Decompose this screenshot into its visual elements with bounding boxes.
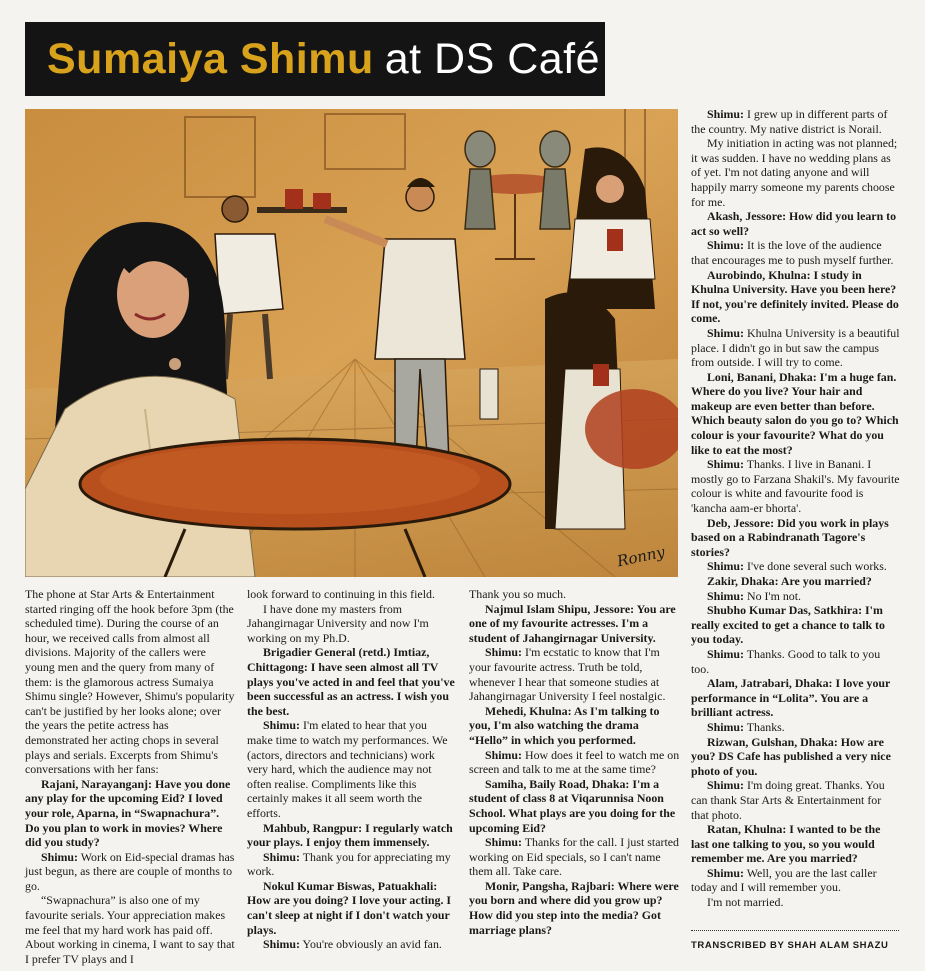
answer-text: I'm elated to hear that you make time to watch my performances. We (actors, directors and technicians) work very hard, which the audience may not often realise. Compliments like this certainly makes it all seem worth the efforts. xyxy=(247,718,448,820)
article-column-1 xyxy=(25,587,235,966)
speaker-text: Shimu: xyxy=(707,588,745,603)
speaker-text: Shimu: xyxy=(263,937,301,952)
speaker-text: Shimu: xyxy=(707,325,745,340)
speaker-text: Deb, Jessore: Did you work in plays based on a Rabindranath Tagore's stories? xyxy=(691,515,889,559)
article-paragraph xyxy=(25,893,235,966)
cafe-illustration xyxy=(25,109,678,577)
article-paragraph xyxy=(469,835,680,879)
article-paragraph xyxy=(247,821,455,850)
answer-text: look forward to continuing in this field. xyxy=(247,587,435,601)
speaker-text: Shimu: xyxy=(263,849,301,864)
speaker-text: Brigadier General (retd.) Imtiaz, Chittagong: I have seen almost all TV plays you've acted in and feel that you've been successful as an actress. I wish you the best. xyxy=(247,645,455,718)
answer-text: “Swapnachura” is also one of my favourite serials. Your appreciation makes me feel that my hard work has paid off. About working in cinema, I want to say that I prefer TV plays and I xyxy=(25,893,235,966)
article-paragraph xyxy=(25,777,235,850)
credit-line: TRANSCRIBED BY SHAH ALAM SHAZU xyxy=(691,940,889,951)
article-paragraph xyxy=(469,645,680,703)
speaker-text: Mahbub, Rangpur: I regularly watch your plays. I enjoy them immensely. xyxy=(247,820,453,850)
article-paragraph xyxy=(691,268,901,326)
article-paragraph xyxy=(25,587,235,777)
article-paragraph xyxy=(691,895,901,910)
speaker-text: Shimu: xyxy=(707,457,745,472)
article-paragraph xyxy=(247,587,455,602)
answer-text: My initiation in acting was not planned; it was sudden. I have no wedding plans as of yet. I'm not dating anyone and will happily marry someone my parents choose for me. xyxy=(691,136,898,209)
answer-text: I have done my masters from Jahangirnagar University and now I'm working on my Ph.D. xyxy=(247,601,429,645)
article-paragraph xyxy=(247,645,455,718)
article-paragraph xyxy=(691,647,901,676)
speaker-text: Samiha, Baily Road, Dhaka: I'm a student of class 8 at Viqarunnisa Noon School. What plays are you doing for the upcoming Eid? xyxy=(469,776,676,835)
article-paragraph xyxy=(691,107,901,136)
speaker-text: Shimu: xyxy=(707,778,745,793)
article-column-2 xyxy=(247,587,455,952)
article-paragraph xyxy=(691,676,901,720)
article-paragraph xyxy=(691,735,901,779)
article-paragraph xyxy=(691,866,901,895)
article-paragraph xyxy=(691,516,901,560)
answer-text: Thanks. xyxy=(744,719,785,734)
answer-text: Thank you so much. xyxy=(469,587,567,601)
speaker-text: Akash, Jessore: How did you learn to act so well? xyxy=(691,209,897,238)
article-paragraph xyxy=(691,589,901,604)
answer-text: No I'm not. xyxy=(744,588,801,603)
speaker-text: Najmul Islam Shipu, Jessore: You are one of my favourite actresses. I'm a student of Jahangirnagar University. xyxy=(469,601,676,645)
article-paragraph xyxy=(469,602,680,646)
answer-text: It is the love of the audience that encourages me to push myself further. xyxy=(691,238,894,267)
answer-text: I grew up in different parts of the country. My native district is Norail. xyxy=(691,107,888,136)
answer-text: I'm not married. xyxy=(707,895,784,910)
article-paragraph xyxy=(691,778,901,822)
speaker-text: Rizwan, Gulshan, Dhaka: How are you? DS Cafe has published a very nice photo of you. xyxy=(691,734,891,778)
speaker-text: Nokul Kumar Biswas, Patuakhali: How are you doing? I love your acting. I can't sleep at night if I don't watch your plays. xyxy=(247,878,452,937)
speaker-text: Alam, Jatrabari, Dhaka: I love your performance in “Lolita”. You are a brilliant actress. xyxy=(691,676,891,720)
headline-name: Sumaiya Shimu xyxy=(47,34,374,83)
answer-text: Thanks. I live in Banani. I mostly go to Farzana Shakil's. My favourite colour is white and favourite food is 'kancha aam-er bhorta'. xyxy=(691,457,900,516)
speaker-text: Shimu: xyxy=(707,107,745,121)
article-paragraph xyxy=(469,777,680,835)
article-paragraph xyxy=(691,574,901,589)
speaker-text: Zakir, Dhaka: Are you married? xyxy=(707,574,872,588)
speaker-text: Shimu: xyxy=(707,559,745,574)
answer-text: You're obviously an avid fan. xyxy=(300,937,442,952)
speaker-text: Shimu: xyxy=(485,747,523,762)
answer-text: Work on Eid-special dramas has just begun, as there are couple of months to go. xyxy=(25,849,235,893)
answer-text: Thank you for appreciating my work. xyxy=(247,849,451,879)
article-column-4 xyxy=(691,107,901,910)
speaker-text: Shimu: xyxy=(485,645,523,660)
article-paragraph xyxy=(247,718,455,820)
headline-rest: at DS Café xyxy=(384,34,601,83)
speaker-text: Mehedi, Khulna: As I'm talking to you, I'm also watching the drama “Hello” in which you performed. xyxy=(469,703,660,747)
answer-text: I'm doing great. Thanks. You can thank Star Arts & Entertainment for that photo. xyxy=(691,778,885,822)
answer-text: Thanks for the call. I just started working on Eid specials, so I can't name them all. Take care. xyxy=(469,835,679,879)
answer-text: The phone at Star Arts & Entertainment started ringing off the hook before 3pm (the scheduled time). During the course of an hour, we received calls from almost all divisions. Majority of the callers were young men and the query from many of them: is the glamorous actress Sumaiya Shimu single? However, Shimu's popularity can't be justified by her looks alone; over the years the petite actress has demonstrated her acting chops in several plays and serials. Excerpts from Shimu's conversations with her fans: xyxy=(25,587,235,777)
article-paragraph xyxy=(469,879,680,937)
speaker-text: Shimu: xyxy=(707,865,745,880)
speaker-text: Loni, Banani, Dhaka: I'm a huge fan. Where do you live? Your hair and makeup are even better than before. Which beauty salon do you go to? Which colour is your favourite? What do you like to eat the most? xyxy=(691,369,899,457)
speaker-text: Shimu: xyxy=(41,849,79,864)
article-paragraph xyxy=(469,704,680,748)
article-column-3 xyxy=(469,587,680,937)
article-paragraph xyxy=(691,370,901,458)
credit-divider xyxy=(691,930,899,931)
article-paragraph xyxy=(691,559,901,574)
speaker-text: Shimu: xyxy=(707,646,745,661)
article-paragraph xyxy=(247,879,455,937)
article-paragraph xyxy=(691,822,901,866)
article-paragraph xyxy=(691,720,901,735)
speaker-text: Ratan, Khulna: I wanted to be the last one talking to you, so you would remember me. Are you married? xyxy=(691,822,881,866)
article-paragraph xyxy=(247,937,455,952)
article-paragraph xyxy=(469,748,680,777)
speaker-text: Shimu: xyxy=(485,835,523,850)
speaker-text: Monir, Pangsha, Rajbari: Where were you born and where did you grow up? How did you step into the media? Got marriage plans? xyxy=(469,878,679,937)
answer-text: How does it feel to watch me on screen and talk to me at the same time? xyxy=(469,747,680,777)
article-paragraph xyxy=(247,602,455,646)
speaker-text: Shimu: xyxy=(707,719,745,734)
artist-signature: Ronny xyxy=(615,542,667,571)
article-paragraph xyxy=(691,457,901,515)
headline xyxy=(25,22,605,96)
article-paragraph xyxy=(691,603,901,647)
answer-text: I'm ecstatic to know that I'm your favourite actress. Truth be told, whenever I hear that someone studies at Jahangirnagar University I feel nostalgic. xyxy=(469,645,666,704)
article-paragraph xyxy=(691,326,901,370)
speaker-text: Shubho Kumar Das, Satkhira: I'm really excited to get a chance to talk to you today. xyxy=(691,603,885,647)
answer-text: I've done several such works. xyxy=(744,559,887,574)
article-paragraph xyxy=(469,587,680,602)
article-paragraph xyxy=(691,136,901,209)
article-paragraph xyxy=(691,209,901,238)
speaker-text: Shimu: xyxy=(263,718,301,733)
article-paragraph xyxy=(25,850,235,894)
answer-text: Well, you are the last caller today and I will remember you. xyxy=(691,865,877,895)
answer-text: Thanks. Good to talk to you too. xyxy=(691,646,881,676)
speaker-text: Aurobindo, Khulna: I study in Khulna University. Have you been here? If not, you're definitely invited. Please do come. xyxy=(691,267,899,326)
speaker-text: Rajani, Narayanganj: Have you done any play for the upcoming Eid? I loved your role, Aparna, in “Swapnachura”. Do you plan to work in movies? Where did you study? xyxy=(25,776,231,850)
article-paragraph xyxy=(691,238,901,267)
answer-text: Khulna University is a beautiful place. I didn't go in but saw the campus from outside. I will try to come. xyxy=(691,325,900,370)
article-paragraph xyxy=(247,850,455,879)
speaker-text: Shimu: xyxy=(707,238,745,253)
